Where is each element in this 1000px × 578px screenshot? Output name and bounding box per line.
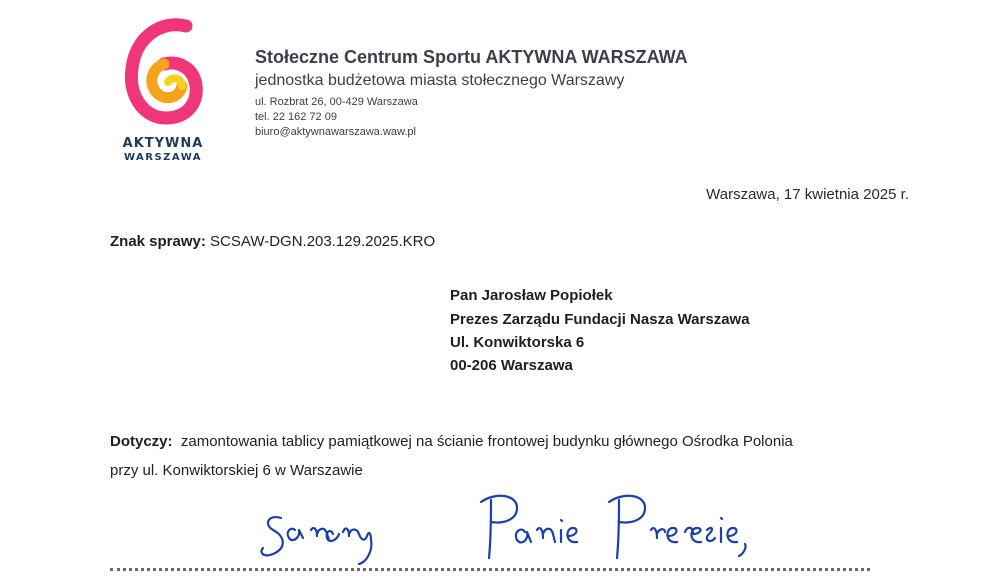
case-reference-value: SCSAW-DGN.203.129.2025.KRO [210, 233, 436, 250]
subject-text-2: przy ul. Konwiktorskiej 6 w Warszawie [110, 462, 363, 479]
subject-line-1 [110, 433, 793, 450]
subject-text-1: zamontowania tablicy pamiątkowej na ścianie frontowej budynku głównego Ośrodka Polonia [180, 433, 793, 450]
case-reference [110, 233, 435, 250]
logo-text-warszawa: WARSZAWA [123, 152, 203, 163]
recipient-name: Pan Jarosław Popiołek [450, 287, 613, 304]
letter-date: Warszawa, 17 kwietnia 2025 r. [706, 186, 909, 203]
organization-phone: tel. 22 162 72 09 [255, 111, 337, 123]
aktywna-warszawa-logo [108, 18, 218, 168]
recipient-street: Ul. Konwiktorska 6 [450, 334, 585, 351]
organization-email[interactable]: biuro@aktywnawarszawa.waw.pl [255, 126, 416, 138]
organization-address: ul. Rozbrat 26, 00-429 Warszawa [255, 96, 418, 108]
handwritten-salutation [255, 478, 755, 573]
cut-off-text-line [110, 564, 870, 578]
swirl-logo-icon [122, 18, 204, 130]
organization-name: Stołeczne Centrum Sportu AKTYWNA WARSZAWA [255, 47, 688, 67]
organization-subtitle: jednostka budżetowa miasta stołecznego Warszawy [255, 72, 625, 89]
case-reference-label: Znak sprawy: [110, 233, 206, 250]
recipient-city: 00-206 Warszawa [450, 357, 573, 374]
logo-text-aktywna: AKTYWNA [122, 136, 204, 151]
recipient-title: Prezes Zarządu Fundacji Nasza Warszawa [450, 311, 750, 328]
subject-label: Dotyczy: [110, 433, 173, 450]
